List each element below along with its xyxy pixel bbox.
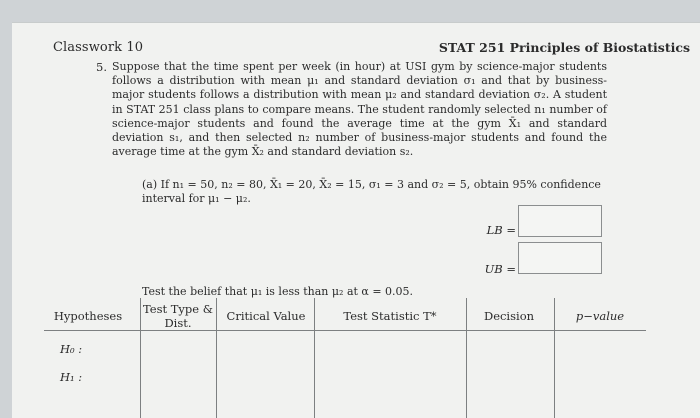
col-header-decision: Decision: [483, 309, 535, 323]
upper-bound-label: UB =: [484, 262, 516, 276]
lower-bound-label: LB =: [486, 223, 516, 237]
classwork-title: Classwork 10: [53, 40, 144, 55]
col-header-hypotheses: Hypotheses: [53, 309, 123, 323]
upper-bound-answer-box[interactable]: [518, 242, 602, 274]
part-a-question: (a) If n₁ = 50, n₂ = 80, X̄₁ = 20, X̄₂ = 15, σ₁ = 3 and σ₂ = 5, obtain 95% confidence interval for μ₁ − μ₂.: [142, 178, 601, 205]
table-col-divider: [140, 298, 141, 418]
null-hypothesis-label: H₀ :: [60, 342, 83, 356]
course-title: STAT 251 Principles of Biostatistics: [438, 40, 690, 55]
table-col-divider: [466, 298, 467, 418]
page-top-edge: [12, 22, 700, 23]
worksheet-page: [12, 22, 700, 418]
problem-statement: Suppose that the time spent per week (in hour) at USI gym by science-major students follows a distribution with mean μ₁ and standard deviation σ₁ and that by business-major students follows a distribution with mean μ₂ and standard deviation σ₂. A student in STAT 251 class plans to compare means. The student randomly selected n₁ number of science-major students and found the average time at the gym X̄₁ and standard deviation s₁, and then selected n₂ number of business-major students and found the average time at the gym X̄₂ and standard deviation s₂.: [112, 60, 607, 159]
table-col-divider: [216, 298, 217, 418]
col-header-test-statistic: Test Statistic T*: [343, 309, 437, 323]
table-col-divider: [554, 298, 555, 418]
table-header-rule: [44, 330, 646, 331]
col-header-p-value: p−value: [575, 309, 625, 323]
alt-hypothesis-label: H₁ :: [60, 370, 83, 384]
lower-bound-answer-box[interactable]: [518, 205, 602, 237]
hypothesis-test-prompt: Test the belief that μ₁ is less than μ₂ at α = 0.05.: [142, 285, 414, 298]
table-col-divider: [314, 298, 315, 418]
col-header-critical-value: Critical Value: [226, 309, 306, 323]
col-header-test-type: Test Type & Dist.: [143, 302, 213, 330]
problem-number: 5.: [96, 60, 107, 74]
